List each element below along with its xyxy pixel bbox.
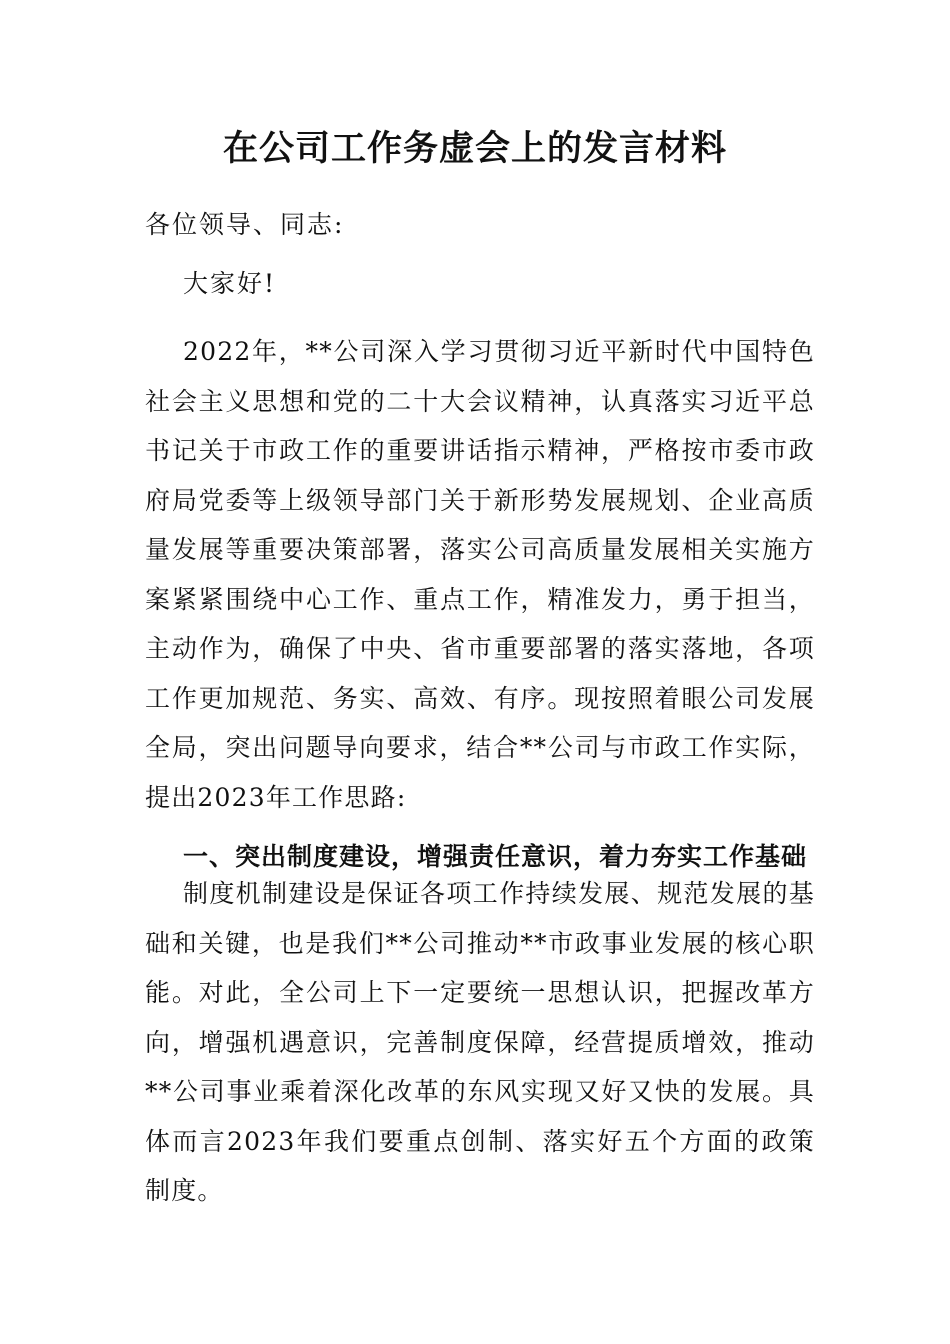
body-paragraph: 2022年，**公司深入学习贯彻习近平新时代中国特色社会主义思想和党的二十大会议精神，认真落实习近平总书记关于市政工作的重要讲话指示精神，严格按市委市政府局党委等上级领导部门关于新形势发展规划、企业高质量发展等重要决策部署，落实公司高质量发展相关实施方案紧紧围绕中心工作、重点工作，精准发力，勇于担当，主动作为，确保了中央、省市重要部署的落实落地，各项工作更加规范、务实、高效、有序。现按照着眼公司发展全局，突出问题导向要求，结合**公司与市政工作实际，提出2023年工作思路: xyxy=(145,337,815,812)
document-title: 在公司工作务虚会上的发言材料 xyxy=(222,128,727,169)
salutation: 各位领导、同志: xyxy=(145,210,345,239)
body-paragraph: 制度机制建设是保证各项工作持续发展、规范发展的基础和关键，也是我们**公司推动**市政事业发展的核心职能。对此，全公司上下一定要统一思想认识，把握改革方向，增强机遇意识，完善制度保障，经营提质增效，推动**公司事业乘着深化改革的东风实现又好又快的发展。具体而言2023年我们要重点创制、落实好五个方面的政策制度。 xyxy=(145,879,815,1205)
section-heading: 一、突出制度建设，增强责任意识，着力夯实工作基础 xyxy=(183,842,808,871)
opening-greeting: 大家好! xyxy=(183,269,277,298)
